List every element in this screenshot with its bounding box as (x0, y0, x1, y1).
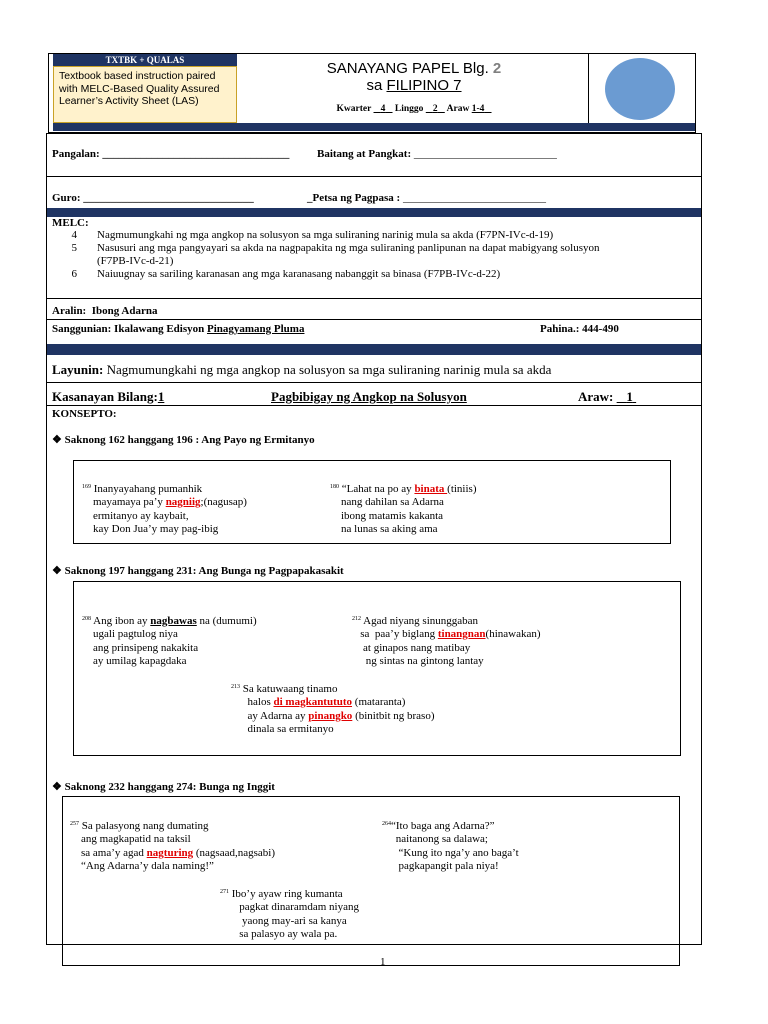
page-number: 1 (380, 956, 386, 968)
melc-item: (F7PB-IVc-d-21) (97, 255, 174, 267)
layunin-navy-bar (47, 344, 701, 355)
section-heading-3: ❖ Saknong 232 hanggang 274: Bunga ng Inggit (52, 781, 275, 793)
kwarter-row: Kwarter 4 Linggo 2 Araw 1-4 (336, 104, 485, 114)
layunin-row: Layunin: Nagmumungkahi ng mga angkop na solusyon sa mga suliraning narinig mula sa akda (52, 362, 552, 377)
stanza-264: $^{264}$“Ito baga ang Adarna?” naitanong sa dalawa; “Kung ito nga’y ano baga’t pagkapangit pala niya! (382, 819, 519, 872)
worksheet-title: SANAYANG PAPEL Blg. 2 (326, 60, 502, 77)
header-description: Textbook based instruction paired with MELC-Based Quality Assured Learner’s Activity Sheet (LAS) (59, 70, 220, 107)
stanza-208: $^{208}$ Ang ibon ay nagbawas na (dumumi) ugali pagtulog niya ang prinsipeng nakakita ay umilag kapagdaka (82, 614, 257, 667)
stanza-180: $^{180}$ “Lahat na po ay binata (tiniis) nang dahilan sa Adarna ibong matamis kakanta na lunas sa aking ama (330, 482, 477, 535)
stanza-213: $^{213}$ Sa katuwaang tinamo halos di magkantututo (mataranta) ay Adarna ay pinangko (binitbit ng braso) dinala sa ermitanyo (231, 682, 435, 735)
header-divider (588, 53, 589, 123)
kasanayan-label: Kasanayan Bilang:1 (52, 389, 165, 404)
petsa-field[interactable]: _Petsa ng Pagpasa : __________________________ (307, 192, 546, 204)
aralin-row: Aralin: Ibong Adarna (52, 305, 158, 317)
melc-navy-bar (47, 208, 701, 217)
worksheet-subtitle: sa FILIPINO 7 (366, 77, 462, 94)
konsepto-label: KONSEPTO: (52, 408, 117, 420)
aralin-line (46, 319, 702, 320)
diamond-bullet-icon: ❖ (52, 565, 62, 577)
guro-field[interactable]: Guro: _______________________________ (52, 192, 254, 204)
field-divider (46, 176, 702, 177)
kasanayan-title: Pagbibigay ng Angkop na Solusyon (271, 389, 467, 404)
melc-list (52, 229, 692, 281)
melc-bottom-line (46, 298, 702, 299)
header-description-box (53, 66, 237, 123)
melc-item: 6 Naiuugnay sa sariling karanasan ang mga karanasang nabanggit sa binasa (F7PB-IVc-d-22) (71, 268, 501, 280)
school-logo (605, 58, 675, 120)
kasanayan-line (46, 405, 702, 406)
kasanayan-araw: Araw: 1 (578, 389, 633, 404)
section-heading-1: ❖ Saknong 162 hanggang 196 : Ang Payo ng Ermitanyo (52, 434, 315, 446)
banner-text: TXTBK + QUALAS (105, 55, 185, 65)
sanggunian-row: Sanggunian: Ikalawang Edisyon Pinagyamang Pluma (52, 323, 305, 335)
melc-item: 5 Nasusuri ang mga pangyayari sa akda na nagpapakita ng mga suliraning panlipunan na dapat mabigyang solusyon (71, 242, 600, 254)
stanza-212: $^{212}$ Agad niyang sinunggaban sa paa’y biglang tinangnan(hinawakan) at ginapos nang matibay ng sintas na gintong lantay (352, 614, 541, 667)
header-navy-bar (53, 123, 695, 131)
section-heading-2: ❖ Saknong 197 hanggang 231: Ang Bunga ng Pagpapakasakit (52, 565, 344, 577)
stanza-257: $^{257}$ Sa palasyong nang dumating ang magkapatid na taksil sa ama’y agad nagturing (nagsaad,nagsabi) “Ang Adarna’y dala naming!” (70, 819, 275, 872)
pangalan-field[interactable]: Pangalan: __________________________________ (52, 148, 290, 160)
melc-label: MELC: (52, 217, 89, 229)
banner-bar (53, 54, 237, 66)
stanza-169: $^{169}$ Inanyayahang pumanhik mayamaya pa’y nagniig;(nagusap) ermitanyo ay kaybait, kay Don Jua’y may pag-ibig (82, 482, 247, 535)
baitang-field[interactable]: Baitang at Pangkat: __________________________ (317, 148, 557, 160)
stanza-271: $^{271}$ Ibo’y ayaw ring kumanta pagkat dinaramdam niyang yaong may-ari sa kanya sa palasyo ay wala pa. (220, 887, 359, 940)
diamond-bullet-icon: ❖ (52, 781, 62, 793)
melc-item: 4 Nagmumungkahi ng mga angkop na solusyon sa mga suliraning narinig mula sa akda (F7PN-IVc-d-19) (71, 229, 554, 241)
worksheet-number: 2 (492, 60, 502, 77)
diamond-bullet-icon: ❖ (52, 434, 62, 446)
pahina-text: Pahina.: 444-490 (540, 323, 619, 335)
layunin-line (46, 382, 702, 383)
